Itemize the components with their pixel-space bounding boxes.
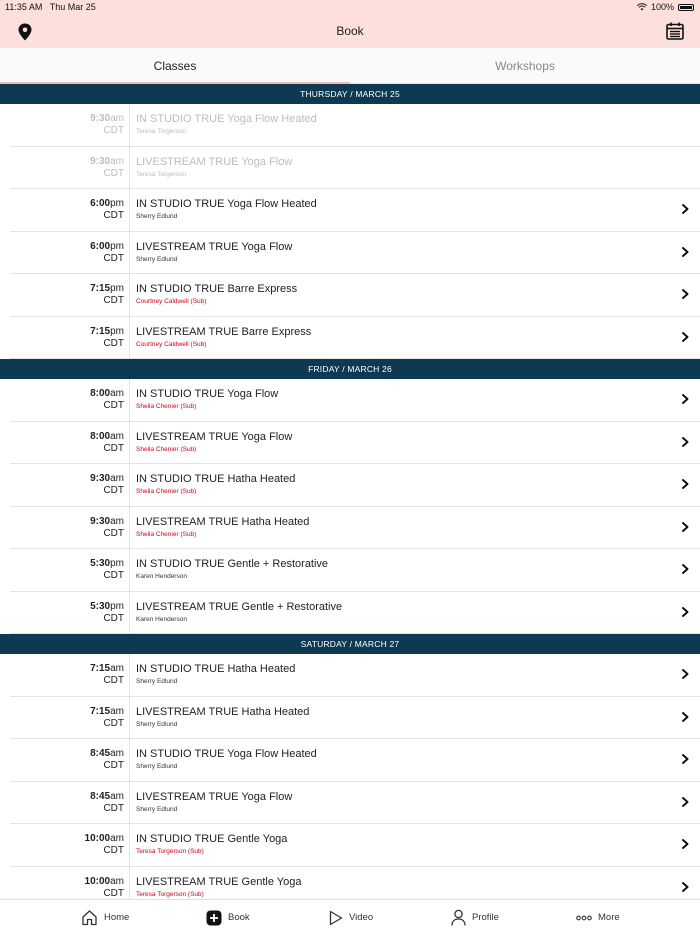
tabbar-more-label: More: [598, 912, 620, 923]
chevron-right-icon[interactable]: [680, 838, 690, 850]
class-time: [10, 867, 130, 900]
class-start-time-value: 10:00: [84, 833, 111, 844]
class-start-time: [10, 558, 124, 569]
class-start-time: [10, 241, 124, 252]
class-name: LIVESTREAM TRUE Hatha Heated: [136, 705, 310, 718]
class-start-time-value: 9:30: [90, 155, 111, 167]
class-teacher: Sheila Chenier (Sub): [136, 445, 197, 453]
class-teacher: Sherry Edlund: [136, 720, 178, 728]
class-teacher: Sherry Edlund: [136, 213, 178, 220]
class-start-time: [10, 663, 124, 674]
class-row[interactable]: [10, 867, 700, 900]
class-time: [10, 422, 130, 464]
class-start-time: [10, 601, 124, 612]
class-timezone: CDT: [103, 887, 124, 899]
class-row[interactable]: [10, 189, 700, 232]
class-name: IN STUDIO TRUE Hatha Heated: [136, 663, 296, 675]
class-timezone: CDT: [103, 845, 124, 856]
tabbar-video-label: Video: [349, 912, 374, 923]
more-dots-icon: [576, 915, 592, 921]
class-timezone: CDT: [103, 717, 124, 729]
class-timezone: CDT: [103, 802, 124, 814]
tabbar-profile[interactable]: [451, 900, 499, 934]
class-teacher: Sheila Chenier (Sub): [136, 488, 197, 495]
class-start-ampm: pm: [110, 198, 124, 209]
class-row[interactable]: [10, 464, 700, 507]
class-row[interactable]: [10, 782, 700, 825]
class-time: [10, 232, 130, 274]
chevron-right-icon[interactable]: [680, 668, 690, 680]
battery-icon: [678, 4, 694, 11]
class-start-time: [10, 748, 124, 759]
class-start-time-value: 7:15: [90, 705, 111, 717]
class-start-ampm: pm: [110, 240, 124, 252]
class-start-time-value: 8:00: [90, 430, 111, 442]
chevron-right-icon[interactable]: [680, 203, 690, 215]
class-timezone: CDT: [103, 125, 124, 136]
class-teacher: Sherry Edlund: [136, 678, 178, 685]
class-start-ampm: pm: [110, 600, 124, 612]
class-start-ampm: pm: [110, 283, 124, 294]
day-header: THURSDAY / MARCH 25: [0, 84, 700, 104]
class-name: LIVESTREAM TRUE Hatha Heated: [136, 515, 310, 528]
home-icon: [81, 909, 98, 926]
tabbar-book[interactable]: [206, 900, 250, 934]
class-timezone: CDT: [103, 252, 124, 264]
wifi-icon: [637, 3, 647, 11]
class-row: [10, 104, 700, 147]
class-time: [10, 147, 130, 189]
class-timezone: CDT: [103, 400, 124, 411]
class-teacher: Sherry Edlund: [136, 255, 178, 263]
class-name: LIVESTREAM TRUE Barre Express: [136, 325, 312, 338]
class-row[interactable]: [10, 549, 700, 592]
class-start-time-value: 8:00: [90, 388, 111, 399]
class-row[interactable]: [10, 317, 700, 360]
class-teacher: Teresa Torgerson (Sub): [136, 890, 204, 898]
tabbar-more[interactable]: [576, 900, 620, 934]
class-name: IN STUDIO TRUE Hatha Heated: [136, 473, 296, 485]
class-time: [10, 317, 130, 359]
class-teacher: Sheila Chenier (Sub): [136, 403, 197, 410]
class-name: LIVESTREAM TRUE Gentle + Restorative: [136, 600, 343, 613]
calendar-icon[interactable]: [665, 21, 685, 41]
class-start-ampm: am: [110, 875, 124, 887]
class-start-ampm: am: [110, 388, 124, 399]
class-start-time: [10, 113, 124, 124]
class-start-ampm: pm: [110, 558, 124, 569]
class-start-time: [10, 791, 124, 802]
class-start-time-value: 6:00: [90, 198, 111, 209]
class-time: [10, 379, 130, 421]
tabbar-book-label: Book: [228, 912, 250, 923]
chevron-right-icon[interactable]: [680, 606, 690, 618]
class-timezone: CDT: [103, 675, 124, 686]
bottom-tab-bar: [0, 899, 700, 934]
class-timezone: CDT: [103, 442, 124, 454]
status-right: [637, 2, 694, 12]
class-teacher: Courtney Caldwell (Sub): [136, 340, 207, 348]
class-timezone: CDT: [103, 210, 124, 221]
class-start-time-value: 8:45: [90, 748, 111, 759]
class-name: IN STUDIO TRUE Yoga Flow Heated: [136, 198, 317, 210]
class-time: [10, 549, 130, 591]
class-timezone: CDT: [103, 337, 124, 349]
class-start-time-value: 7:15: [90, 283, 111, 294]
class-start-time: [10, 473, 124, 484]
class-teacher: Courtney Caldwell (Sub): [136, 298, 207, 305]
class-start-time-value: 5:30: [90, 600, 111, 612]
tab-classes[interactable]: Classes: [153, 59, 197, 73]
class-name: LIVESTREAM TRUE Yoga Flow: [136, 240, 293, 253]
class-start-ampm: am: [110, 430, 124, 442]
class-time: [10, 464, 130, 506]
class-timezone: CDT: [103, 295, 124, 306]
class-time: [10, 654, 130, 696]
tabbar-home-label: Home: [104, 912, 130, 923]
chevron-right-icon[interactable]: [680, 753, 690, 765]
chevron-right-icon[interactable]: [680, 521, 690, 533]
tabbar-video[interactable]: [329, 900, 373, 934]
class-teacher: Karen Henderson: [136, 573, 187, 580]
class-timezone: CDT: [103, 570, 124, 581]
class-start-time: [10, 876, 124, 887]
class-start-ampm: am: [110, 515, 124, 527]
class-timezone: CDT: [103, 527, 124, 539]
class-row: [10, 147, 700, 190]
class-start-ampm: am: [110, 790, 124, 802]
class-start-time-value: 9:30: [90, 473, 111, 484]
status-bar: [0, 0, 700, 14]
day-header: SATURDAY / MARCH 27: [0, 634, 700, 654]
class-time: [10, 824, 130, 866]
battery-percent: 100%: [650, 2, 674, 12]
class-start-time: [10, 833, 124, 844]
class-start-time-value: 9:30: [90, 113, 111, 124]
class-start-time: [10, 198, 124, 209]
class-name: IN STUDIO TRUE Barre Express: [136, 283, 298, 295]
class-start-time-value: 10:00: [84, 875, 111, 887]
chevron-right-icon[interactable]: [680, 331, 690, 343]
class-name: LIVESTREAM TRUE Yoga Flow: [136, 155, 293, 168]
class-name: LIVESTREAM TRUE Yoga Flow: [136, 790, 293, 803]
class-row[interactable]: [10, 592, 700, 635]
tab-workshops[interactable]: Workshops: [495, 59, 555, 73]
segment-tabs: [0, 48, 700, 84]
class-start-ampm: am: [110, 833, 124, 844]
chevron-right-icon[interactable]: [680, 796, 690, 808]
class-teacher: Teresa Torgerson: [136, 170, 187, 178]
chevron-right-icon[interactable]: [680, 288, 690, 300]
class-name: LIVESTREAM TRUE Yoga Flow: [136, 430, 293, 443]
class-time: [10, 507, 130, 549]
class-teacher: Sherry Edlund: [136, 805, 178, 813]
class-teacher: Teresa Torgerson (Sub): [136, 848, 204, 855]
class-start-ampm: am: [110, 473, 124, 484]
class-start-time-value: 8:45: [90, 790, 111, 802]
chevron-right-icon[interactable]: [680, 393, 690, 405]
nav-bar: [0, 14, 700, 48]
chevron-right-icon[interactable]: [680, 563, 690, 575]
book-plus-icon: [206, 910, 222, 926]
class-timezone: CDT: [103, 485, 124, 496]
class-name: IN STUDIO TRUE Gentle + Restorative: [136, 558, 329, 570]
class-row[interactable]: [10, 422, 700, 465]
class-start-time-value: 9:30: [90, 515, 111, 527]
class-start-ampm: am: [110, 113, 124, 124]
class-time: [10, 189, 130, 231]
chevron-right-icon[interactable]: [680, 436, 690, 448]
class-timezone: CDT: [103, 612, 124, 624]
class-name: IN STUDIO TRUE Yoga Flow Heated: [136, 113, 317, 125]
class-teacher: Karen Henderson: [136, 615, 187, 623]
class-row[interactable]: [10, 654, 700, 697]
chevron-right-icon[interactable]: [680, 246, 690, 258]
class-time: [10, 782, 130, 824]
class-row[interactable]: [10, 507, 700, 550]
class-name: IN STUDIO TRUE Yoga Flow Heated: [136, 748, 317, 760]
class-start-time-value: 7:15: [90, 325, 111, 337]
class-time: [10, 697, 130, 739]
class-name: LIVESTREAM TRUE Gentle Yoga: [136, 875, 302, 888]
class-start-time: [10, 283, 124, 294]
tabbar-profile-label: Profile: [472, 912, 499, 923]
class-start-ampm: am: [110, 155, 124, 167]
class-start-ampm: am: [110, 663, 124, 674]
class-timezone: CDT: [103, 760, 124, 771]
class-teacher: Sherry Edlund: [136, 763, 178, 770]
class-start-time-value: 7:15: [90, 663, 111, 674]
class-start-time: [10, 388, 124, 399]
chevron-right-icon[interactable]: [680, 711, 690, 723]
person-icon: [451, 909, 466, 926]
class-row[interactable]: [10, 739, 700, 782]
class-start-time: [10, 516, 124, 527]
play-icon: [329, 910, 343, 926]
class-row[interactable]: [10, 697, 700, 740]
day-header: FRIDAY / MARCH 26: [0, 359, 700, 379]
page-title: Book: [336, 24, 364, 38]
class-start-time: [10, 326, 124, 337]
class-schedule-list: [0, 84, 700, 899]
class-name: IN STUDIO TRUE Gentle Yoga: [136, 833, 288, 845]
class-teacher: Sheila Chenier (Sub): [136, 530, 197, 538]
class-name: IN STUDIO TRUE Yoga Flow: [136, 388, 279, 400]
tabbar-home[interactable]: [81, 900, 129, 934]
class-start-ampm: am: [110, 748, 124, 759]
class-time: [10, 274, 130, 316]
class-start-ampm: am: [110, 705, 124, 717]
status-time-date: 11:35 AM Thu Mar 25: [5, 2, 96, 12]
class-start-time: [10, 431, 124, 442]
class-time: [10, 592, 130, 634]
class-start-ampm: pm: [110, 325, 124, 337]
class-start-time-value: 5:30: [90, 558, 111, 569]
class-time: [10, 739, 130, 781]
class-start-time: [10, 706, 124, 717]
class-start-time: [10, 156, 124, 167]
class-row[interactable]: [10, 379, 700, 422]
class-row[interactable]: [10, 232, 700, 275]
class-row[interactable]: [10, 824, 700, 867]
class-timezone: CDT: [103, 167, 124, 179]
class-teacher: Teresa Torgerson: [136, 128, 187, 135]
class-time: [10, 104, 130, 146]
class-start-time-value: 6:00: [90, 240, 111, 252]
class-row[interactable]: [10, 274, 700, 317]
chevron-right-icon[interactable]: [680, 478, 690, 490]
chevron-right-icon[interactable]: [680, 881, 690, 893]
